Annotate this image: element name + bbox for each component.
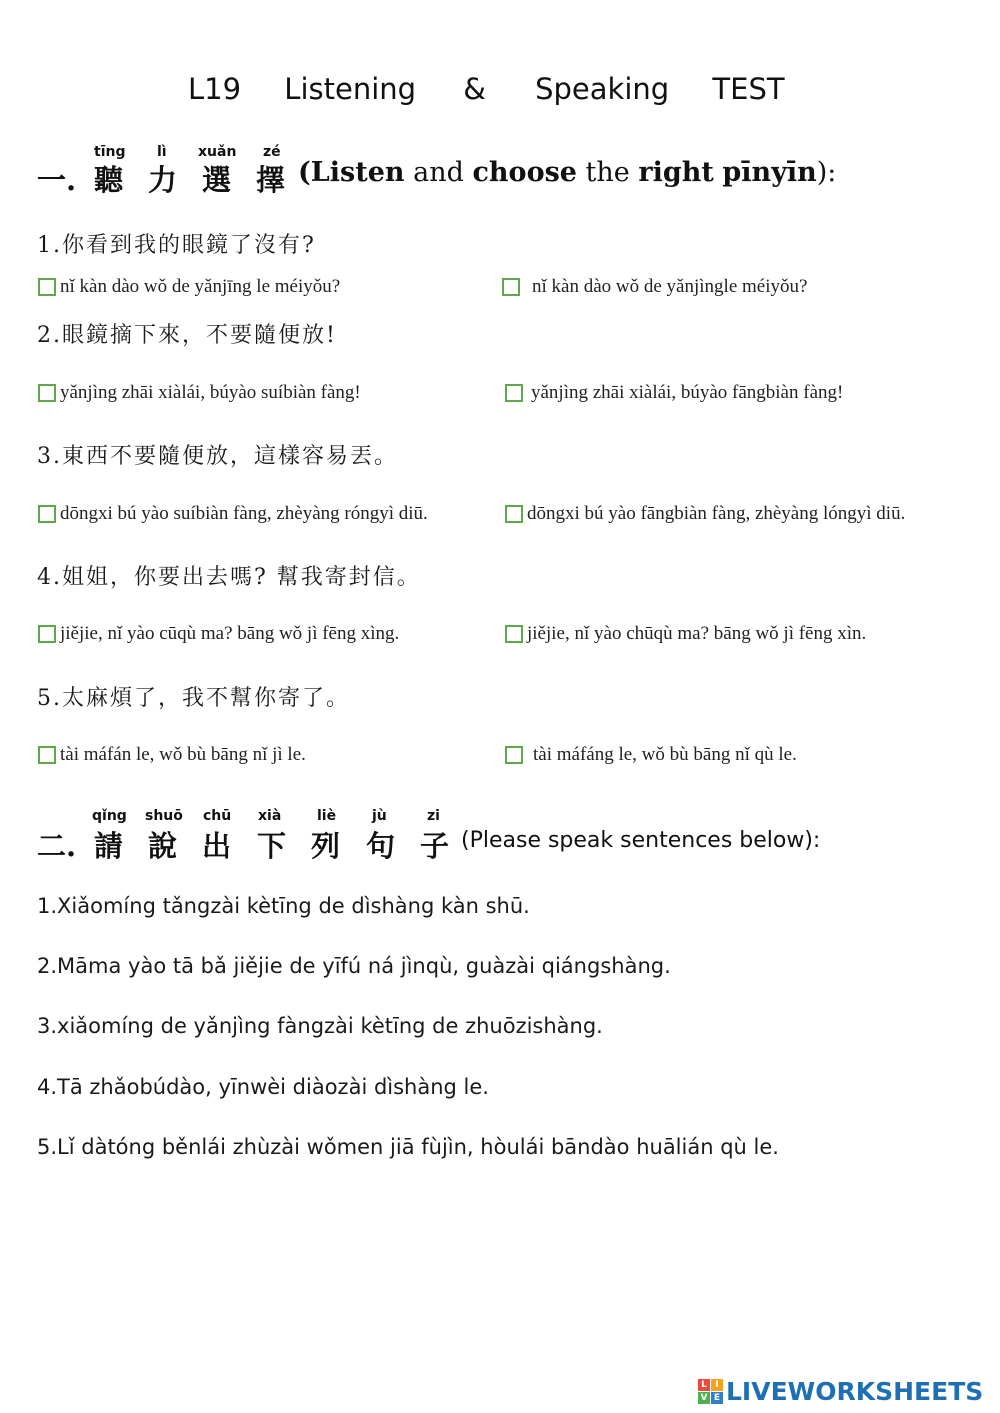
question-5-option-a[interactable] [38,744,306,766]
title-ampersand: & [463,72,486,106]
speak-sentence-4: 4.Tā zhǎobúdào, yīnwèi diàozài dìshàng le. [37,1075,489,1099]
title-listening: Listening [284,72,417,106]
section1-pinyin-4: zé [263,144,281,160]
speak-sentence-1: 1.Xiǎomíng tǎngzài kètīng de dìshàng kàn shū. [37,894,530,918]
title-speaking: Speaking [535,72,670,106]
speak-sentence-5: 5.Lǐ dàtóng běnlái zhùzài wǒmen jiā fùjìn, hòulái bāndào huālián qù le. [37,1135,779,1159]
checkbox-icon[interactable] [38,625,56,643]
checkbox-icon[interactable] [505,746,523,764]
section2-pinyin-4: xià [258,808,282,824]
liveworksheets-logo [698,1377,983,1406]
section1-word-choose: choose [472,157,577,188]
section1-pinyin-1: tīng [94,144,126,160]
option-label: dōngxi bú yào suíbiàn fàng, zhèyàng róngyì diū. [60,503,428,524]
section2-number: 二. [37,829,77,863]
section1-close: ): [816,157,837,188]
section2-hanzi-5: 列 [311,829,341,863]
logo-mark-icon [698,1379,723,1404]
option-label: jiějie, nǐ yào cūqù ma? bāng wǒ jì fēng xìng. [60,623,400,644]
question-3-text: 3.東西不要隨便放，這樣容易丟。 [37,444,398,469]
option-label: jiějie, nǐ yào chūqù ma? bāng wǒ jì fēng xìn. [527,623,867,644]
logo-letter: L [698,1379,710,1391]
question-4-text: 4.姐姐，你要出去嗎? 幫我寄封信。 [37,565,421,590]
section1-hanzi-3: 選 [202,163,232,197]
section1-word-right: right [638,157,714,188]
checkbox-icon[interactable] [505,505,523,523]
checkbox-icon[interactable] [38,746,56,764]
section1-hanzi-1: 聽 [94,163,124,197]
section1-instruction [298,157,836,188]
question-3-option-b[interactable] [505,503,905,525]
section2-hanzi-3: 出 [202,829,232,863]
section2-hanzi-6: 句 [366,829,396,863]
section2-pinyin-6: jù [372,808,387,824]
option-label: dōngxi bú yào fāngbiàn fàng, zhèyàng lóngyì diū. [527,503,906,524]
question-1-option-b[interactable] [502,276,807,298]
title-lesson: L19 [188,72,242,106]
section2-pinyin-5: liè [317,808,337,824]
section2-pinyin-7: zi [427,808,440,824]
question-2-option-b[interactable] [505,382,843,404]
option-label: yǎnjìng zhāi xiàlái, búyào fāngbiàn fàng! [531,382,844,403]
section1-word-listen: Listen [310,157,405,188]
logo-letter: E [711,1392,723,1404]
question-3-option-a[interactable] [38,503,428,525]
logo-letter: V [698,1392,710,1404]
section2-hanzi-7: 子 [420,829,450,863]
section1-pinyin-2: lì [157,144,167,160]
logo-text: LIVEWORKSHEETS [726,1377,984,1406]
checkbox-icon[interactable] [38,505,56,523]
speak-sentence-3: 3.xiǎomíng de yǎnjìng fàngzài kètīng de zhuōzishàng. [37,1014,603,1038]
section2-hanzi-2: 說 [148,829,178,863]
section1-pinyin-3: xuǎn [198,144,237,160]
question-4-option-a[interactable] [38,623,399,645]
section1-word-pinyin: pīnyīn [722,157,817,188]
section1-open-paren: ( [298,157,311,188]
title-test: TEST [712,72,785,106]
page-title [188,72,785,106]
question-1-option-a[interactable] [38,276,340,298]
section2-hanzi-4: 下 [257,829,287,863]
question-4-option-b[interactable] [505,623,866,645]
option-label: tài máfán le, wǒ bù bāng nǐ jì le. [60,744,306,765]
section1-hanzi-4: 擇 [256,163,286,197]
checkbox-icon[interactable] [38,278,56,296]
section1-word-the: the [585,157,630,188]
question-5-text: 5.太麻煩了，我不幫你寄了。 [37,686,350,711]
checkbox-icon[interactable] [502,278,520,296]
question-5-option-b[interactable] [505,744,797,766]
section1-hanzi-2: 力 [148,163,178,197]
section2-pinyin-3: chū [203,808,232,824]
logo-letter: I [711,1379,723,1391]
option-label: yǎnjìng zhāi xiàlái, búyào suíbiàn fàng! [60,382,361,403]
option-label: tài máfáng le, wǒ bù bāng nǐ qù le. [533,744,797,765]
section2-pinyin-1: qǐng [92,808,127,824]
checkbox-icon[interactable] [505,625,523,643]
section1-number: 一. [37,163,77,197]
checkbox-icon[interactable] [505,384,523,402]
question-2-text: 2.眼鏡摘下來，不要隨便放! [37,323,337,348]
question-2-option-a[interactable] [38,382,361,404]
section2-pinyin-2: shuō [145,808,183,824]
question-1-text: 1.你看到我的眼鏡了沒有? [37,233,316,258]
section2-hanzi-1: 請 [94,829,124,863]
option-label: nǐ kàn dào wǒ de yǎnjìngle méiyǒu? [532,276,808,297]
checkbox-icon[interactable] [38,384,56,402]
speak-sentence-2: 2.Māma yào tā bǎ jiějie de yīfú ná jìnqù, guàzài qiángshàng. [37,954,671,978]
section2-instruction: (Please speak sentences below): [461,828,821,853]
option-label: nǐ kàn dào wǒ de yǎnjīng le méiyǒu? [60,276,341,297]
section1-word-and: and [413,157,464,188]
